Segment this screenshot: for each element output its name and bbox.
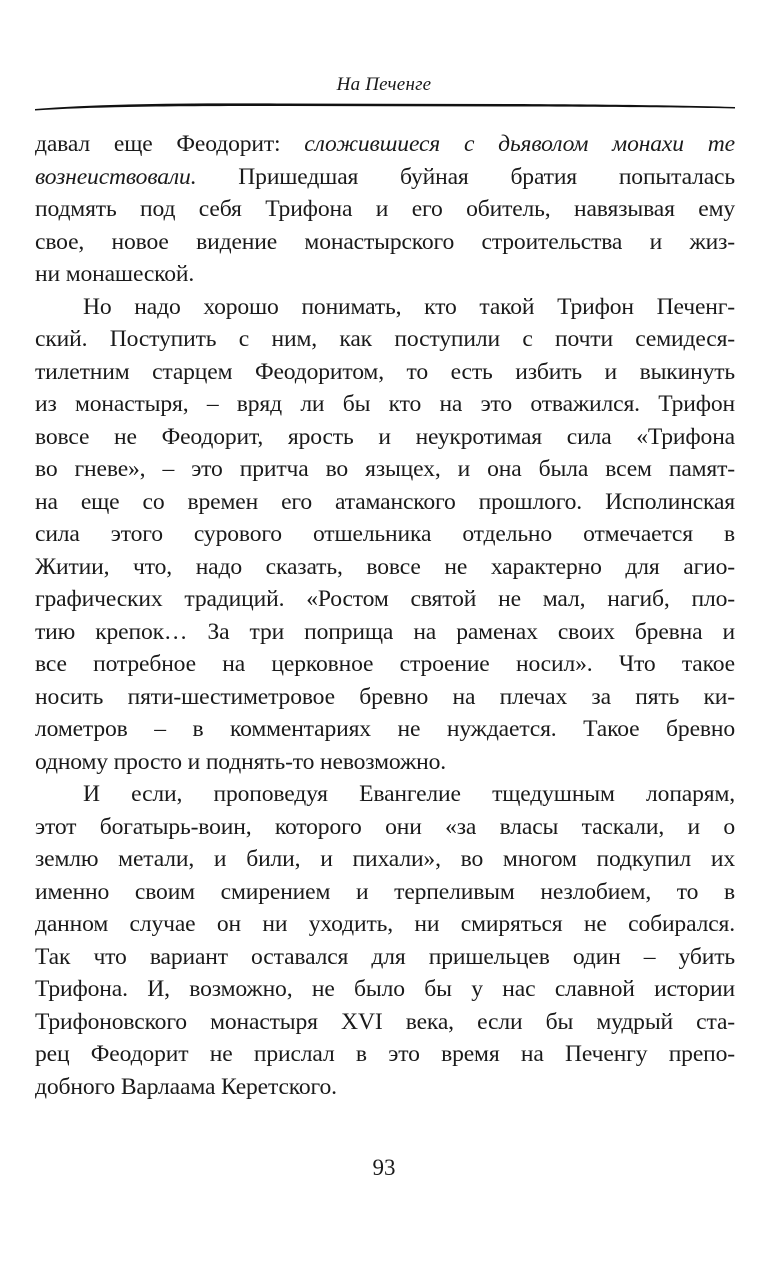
text-line: во гневе», – это притча во языцех, и она была всем памят- bbox=[35, 456, 735, 482]
text-line: вознеиствовали. Пришедшая буйная братия попыталась bbox=[35, 163, 735, 190]
text-line: И если, проповедуя Евангелие тщедушным лопарям, bbox=[83, 781, 735, 807]
text-line: свое, новое видение монастырского строительства и жиз- bbox=[35, 228, 735, 255]
text-line: этот богатырь-воин, которого они «за власы таскали, и о bbox=[35, 813, 735, 840]
paragraph-1 bbox=[35, 128, 735, 291]
text-line: носить пяти-шестиметровое бревно на плечах за пять ки- bbox=[35, 683, 735, 710]
running-head: На Печенге bbox=[336, 74, 432, 95]
header-rule bbox=[35, 100, 735, 112]
text-line: вовсе не Феодорит, ярость и неукротимая сила «Трифона bbox=[35, 423, 735, 450]
text-line: давал еще Феодорит: сложившиеся с дьяволом монахи те bbox=[35, 131, 735, 157]
text-line: добного Варлаама Керетского. bbox=[35, 1073, 337, 1100]
paragraph-2 bbox=[35, 291, 735, 779]
text-line: ни монашеской. bbox=[35, 261, 195, 287]
text-line: на еще со времен его атаманского прошлого. Исполинская bbox=[35, 488, 735, 515]
text-line: ский. Поступить с ним, как поступили с почти семидеся- bbox=[35, 326, 735, 352]
text-line: тилетним старцем Феодоритом, то есть избить и выкинуть bbox=[35, 358, 735, 385]
text-line: из монастыря, – вряд ли бы кто на это отважился. Трифон bbox=[35, 391, 735, 417]
text-line: графических традиций. «Ростом святой не мал, нагиб, пло- bbox=[35, 586, 735, 612]
text-line: Так что вариант оставался для пришельцев один – убить bbox=[35, 943, 735, 970]
text-line: лометров – в комментариях не нуждается. Такое бревно bbox=[35, 716, 735, 742]
text-line: Но надо хорошо понимать, кто такой Трифон Печенг- bbox=[83, 293, 735, 320]
body-text bbox=[35, 128, 735, 1103]
text-line: Трифона. И, возможно, не было бы у нас славной истории bbox=[35, 976, 735, 1002]
text-line: одному просто и поднять-то невозможно. bbox=[35, 748, 446, 775]
italic-quote: сложившиеся с дьяволом монахи те bbox=[304, 131, 735, 157]
text-line: землю метали, и били, и пихали», во многом подкупил их bbox=[35, 846, 735, 872]
text-line: данном случае он ни уходить, ни смиряться не собирался. bbox=[35, 911, 735, 937]
text-line: Житии, что, надо сказать, вовсе не характерно для агио- bbox=[35, 553, 735, 580]
paragraph-3 bbox=[35, 778, 735, 1103]
text-line: именно своим смирением и терпеливым незлобием, то в bbox=[35, 878, 735, 905]
text-line: подмять под себя Трифона и его обитель, навязывая ему bbox=[35, 196, 735, 222]
text-line: рец Феодорит не прислал в это время на Печенгу препо- bbox=[35, 1041, 735, 1067]
text-line: тию крепок… За три поприща на раменах своих бревна и bbox=[35, 618, 735, 645]
italic-quote: вознеиствовали. bbox=[35, 163, 197, 190]
text-line: сила этого сурового отшельника отдельно отмечается в bbox=[35, 521, 735, 547]
text-line: все потребное на церковное строение носил». Что такое bbox=[35, 651, 735, 677]
text-line: Трифоновского монастыря XVI века, если бы мудрый ста- bbox=[35, 1008, 735, 1035]
page-number: 93 bbox=[372, 1155, 396, 1180]
